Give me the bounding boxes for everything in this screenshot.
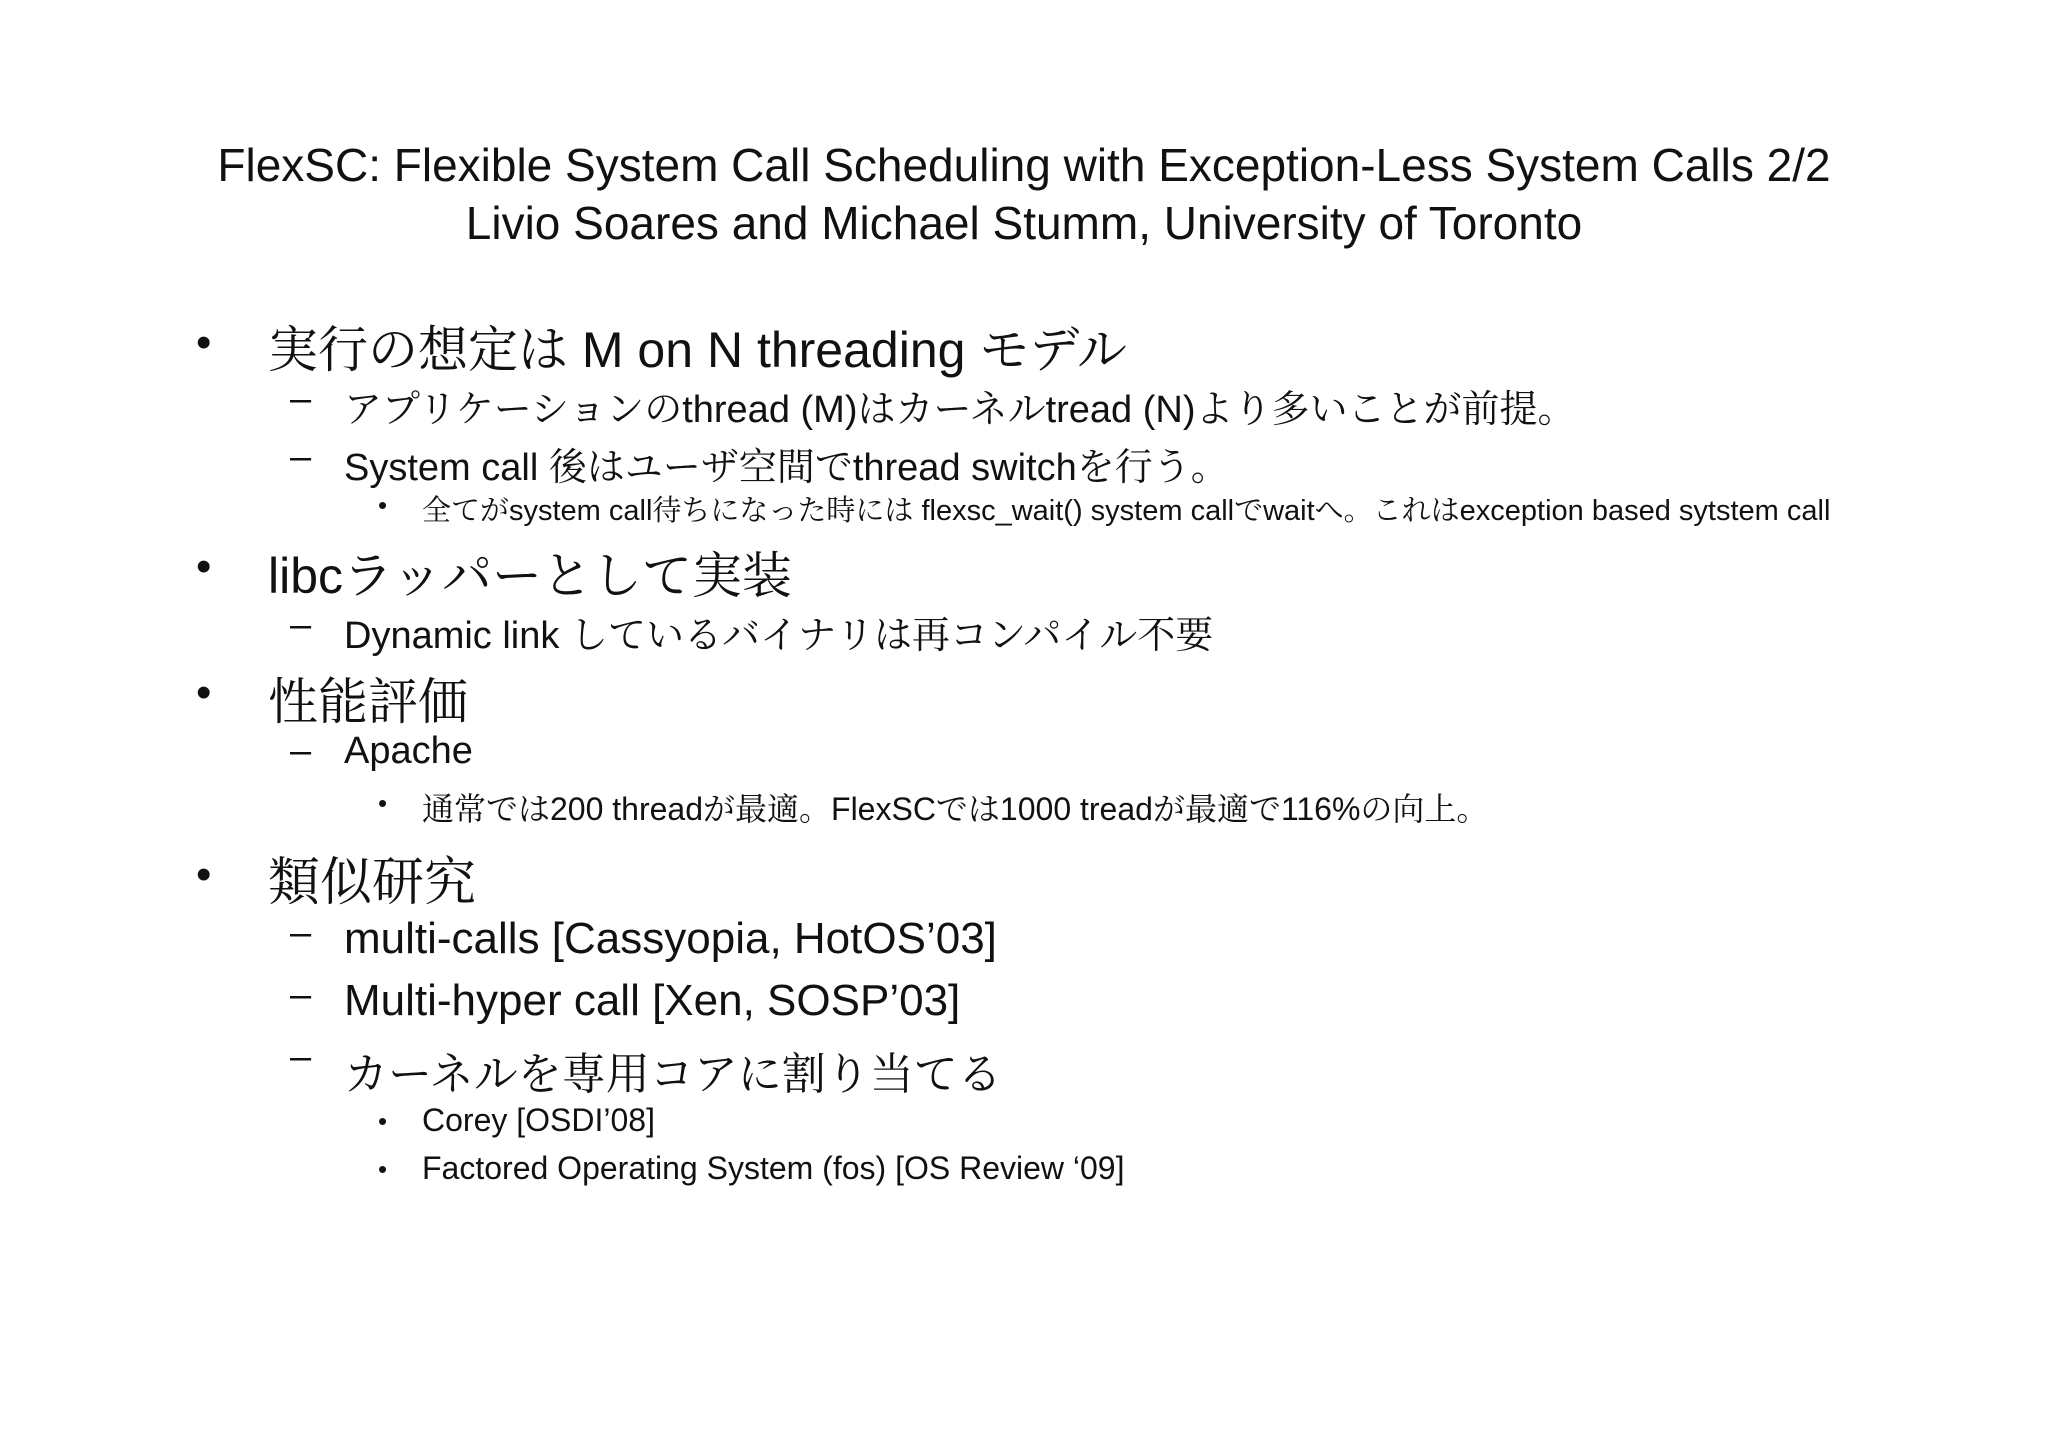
dash-level2: –	[290, 1036, 312, 1078]
list-item-level2: Dynamic link しているバイナリは再コンパイル不要	[344, 615, 1214, 657]
list-item-level3: 通常では200 threadが最適。FlexSCでは1000 treadが最適で116%の向上。	[422, 791, 1489, 827]
dash-level2: –	[290, 436, 312, 478]
list-item-level1: 性能評価	[268, 674, 468, 730]
list-item-level2: System call 後はユーザ空間でthread switchを行う。	[344, 447, 1229, 489]
bullet-level3: •	[378, 490, 388, 520]
bullet-level3: •	[378, 1154, 388, 1184]
bullet-level3: •	[378, 1106, 388, 1136]
dash-level2: –	[290, 974, 312, 1016]
list-item-level3: Corey [OSDI’08]	[422, 1102, 655, 1138]
title-line-2: Livio Soares and Michael Stumm, University of Toronto	[465, 197, 1583, 249]
dash-level2: –	[290, 604, 312, 646]
dash-level2: –	[290, 730, 312, 772]
bullet-level1: •	[196, 668, 212, 717]
slide-title	[0, 136, 2048, 252]
list-item-level2: Apache	[344, 730, 473, 772]
bullet-level1: •	[196, 850, 212, 899]
list-item-level1: 類似研究	[268, 854, 477, 912]
bullet-level3: •	[378, 788, 388, 818]
dash-level2: –	[290, 378, 312, 420]
list-item-level2: Multi-hyper call [Xen, SOSP’03]	[344, 976, 961, 1025]
bullet-level1: •	[196, 542, 212, 591]
list-item-level1: 実行の想定は M on N threading モデル	[268, 322, 1127, 378]
title-line-1: FlexSC: Flexible System Call Scheduling with Exception-Less System Calls 2/2	[217, 139, 1831, 191]
list-item-level1: libcラッパーとして実装	[268, 548, 793, 604]
list-item-level2: multi-calls [Cassyopia, HotOS’03]	[344, 914, 997, 963]
list-item-level3: Factored Operating System (fos) [OS Review ‘09]	[422, 1150, 1125, 1186]
list-item-level2: カーネルを専用コアに割り当てる	[344, 1050, 1002, 1099]
dash-level2: –	[290, 912, 312, 954]
list-item-level2: アプリケーションのthread (M)はカーネルtread (N)より多いことが前提。	[344, 389, 1576, 431]
list-item-level3: 全てがsystem call待ちになった時には flexsc_wait() system callでwaitへ。これはexception based sytstem call	[422, 495, 1831, 527]
bullet-level1: •	[196, 318, 212, 367]
